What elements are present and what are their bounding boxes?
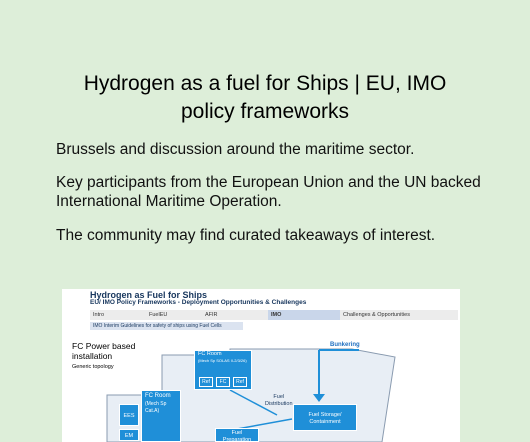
fc-room-main-detail-2: Cat.A) bbox=[145, 408, 160, 414]
fuel-storage-box bbox=[293, 404, 357, 431]
ees-box: EM bbox=[119, 429, 139, 441]
fuel-distribution-line-1: Fuel bbox=[273, 394, 285, 400]
slide-tab-intro: Intro bbox=[93, 312, 105, 318]
fuel-preparation-box bbox=[215, 428, 259, 442]
slide-tab-challenges: Challenges & Opportunities bbox=[343, 312, 410, 318]
bunkering-label: Bunkering bbox=[330, 342, 360, 348]
slide-tab-imo: IMO bbox=[268, 310, 340, 320]
fc-box: FC bbox=[216, 377, 230, 387]
fuel-storage-line-1: Fuel Storage/ bbox=[308, 412, 342, 418]
ref-box-1: Ref bbox=[199, 377, 213, 387]
slide-banner: IMO Interim Guidelines for safety of ships using Fuel Cells bbox=[90, 322, 243, 330]
fc-room-upper-title: FC Room bbox=[198, 351, 222, 357]
fc-topology-label: Generic topology bbox=[72, 364, 114, 370]
paragraph-1: Brussels and discussion around the maritime sector. bbox=[56, 141, 415, 158]
slide-title: Hydrogen as Fuel for Ships bbox=[90, 290, 208, 300]
fuel-storage-line-2: Containment bbox=[309, 418, 341, 425]
slide-tab-afir: AFIR bbox=[205, 312, 218, 318]
fc-room-main-detail-1: (Mech Sp bbox=[145, 400, 167, 407]
ref-box-2: Ref bbox=[233, 377, 247, 387]
slide-subtitle: EU/ IMO Policy Frameworks - Deployment Opportunities & Challenges bbox=[90, 299, 307, 306]
post-title bbox=[40, 70, 490, 126]
fc-room-main-title: FC Room bbox=[145, 393, 171, 399]
fc-heading-line-2: installation bbox=[72, 351, 113, 361]
fuel-distribution-label bbox=[265, 394, 293, 408]
fc-heading-line-1: FC Power based bbox=[72, 341, 136, 351]
fc-room-upper-detail: (Mech Sp SOLAS II-2/3/26) bbox=[198, 357, 247, 363]
ees-label-box: EES bbox=[119, 404, 139, 426]
post-title-line-2: policy frameworks bbox=[180, 100, 350, 123]
fuel-preparation-line-1: Fuel bbox=[231, 430, 243, 436]
slide-tab-fueleu: FuelEU bbox=[149, 312, 168, 318]
fuel-distribution-line-2: Distribution bbox=[265, 401, 293, 407]
slide-image[interactable] bbox=[62, 289, 460, 442]
fc-room-main bbox=[141, 390, 181, 442]
fuel-preparation-line-2: Preparation bbox=[222, 436, 252, 442]
post-title-line-1: Hydrogen as a fuel for Ships | EU, IMO bbox=[83, 72, 447, 95]
paragraph-2: Key participants from the European Union and the UN backed International Maritime Operation. bbox=[56, 174, 481, 210]
paragraph-3: The community may find curated takeaways of interest. bbox=[56, 227, 436, 244]
